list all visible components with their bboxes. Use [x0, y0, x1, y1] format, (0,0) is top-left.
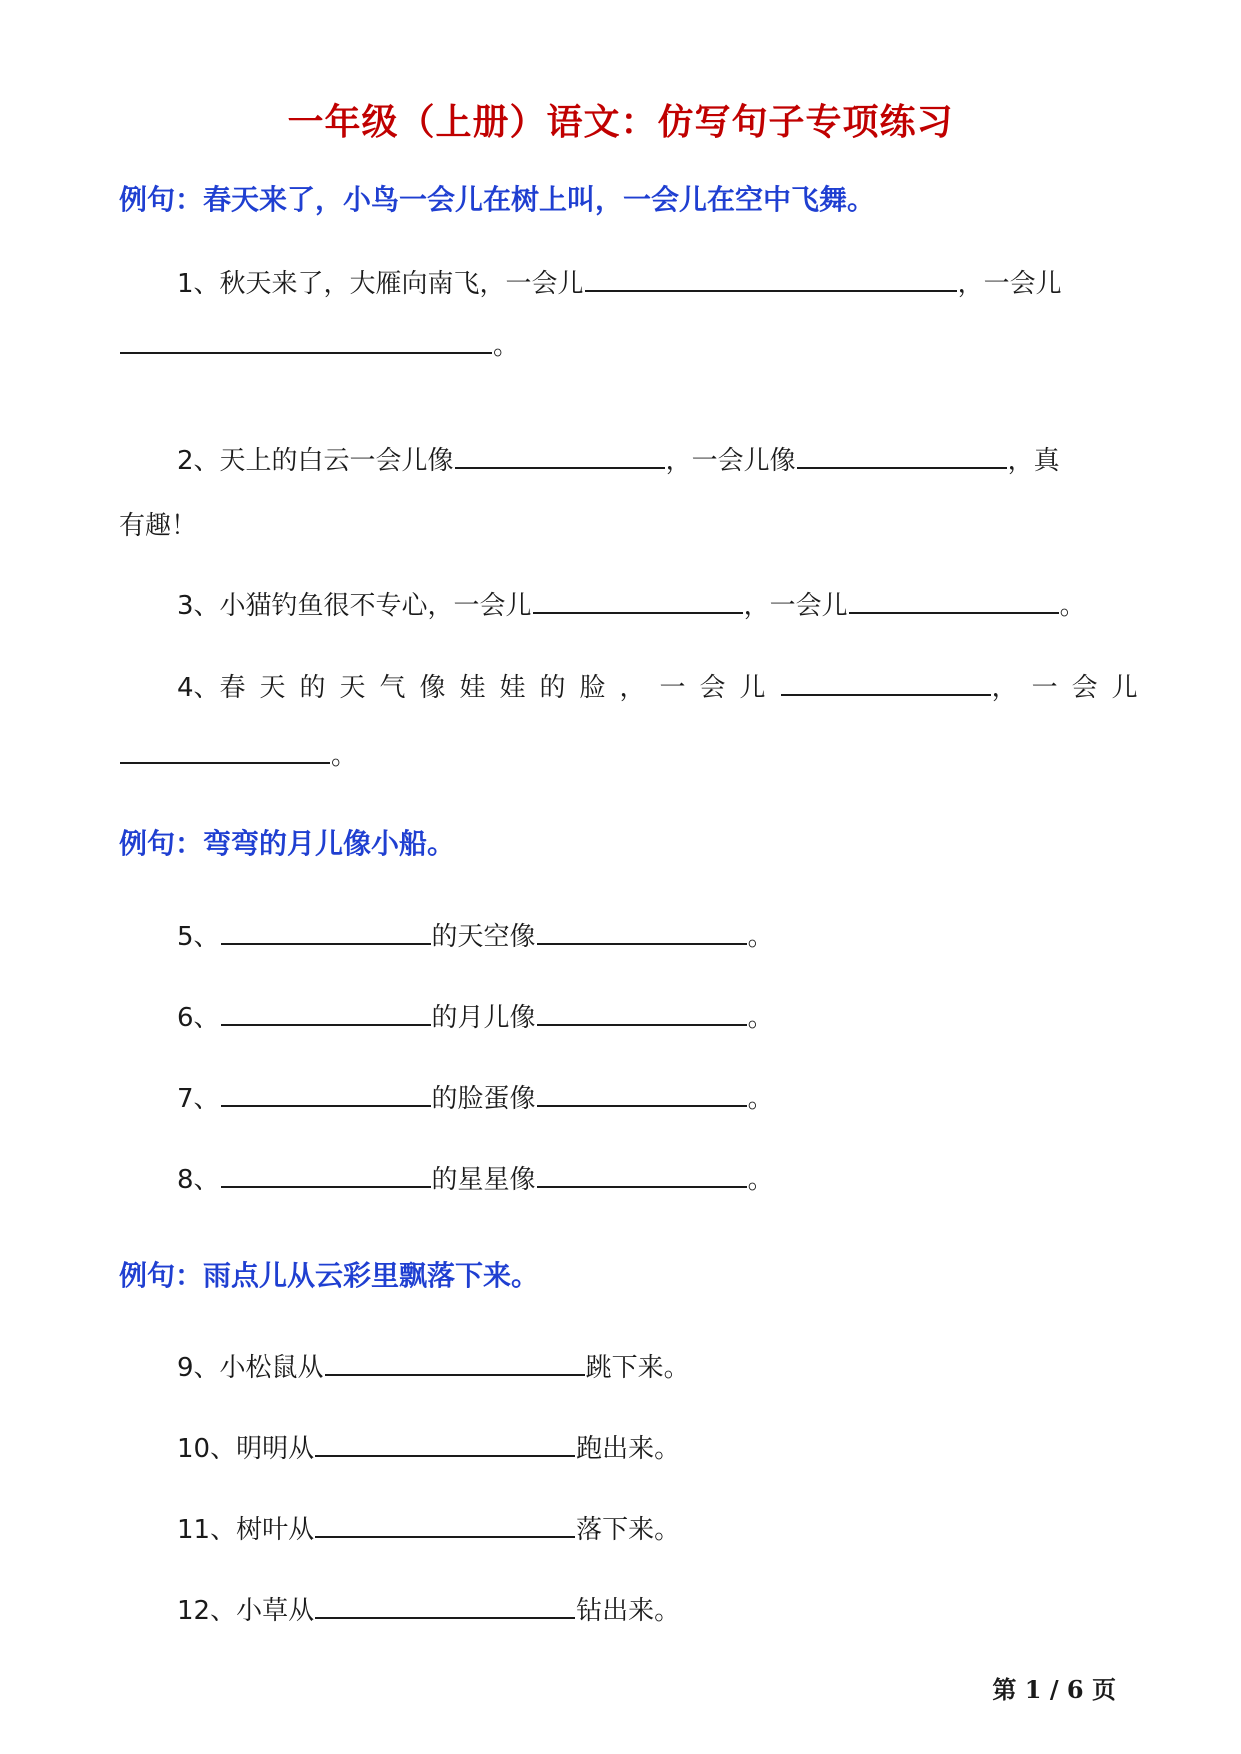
exercise-3: [177, 585, 1086, 622]
exercise-end: 。: [331, 741, 358, 771]
exercise-prefix: 秋天来了，大雁向南飞，一会儿: [219, 269, 584, 299]
example-sentence-1: 例句：春天来了，小鸟一会儿在树上叫，一会儿在空中飞舞。: [119, 183, 876, 216]
exercise-number: 4、: [177, 673, 220, 703]
exercise-mid: 的星星像: [431, 1165, 536, 1195]
exercise-end: 落下来。: [576, 1515, 681, 1545]
exercise-end: 。: [747, 922, 774, 952]
exercise-tail: ，真: [1007, 446, 1060, 476]
exercise-number: 12、: [177, 1596, 237, 1626]
page-title: 一年级（上册）语文：仿写句子专项练习: [287, 101, 954, 143]
answer-blank[interactable]: [537, 1000, 747, 1026]
answer-blank[interactable]: [537, 1162, 747, 1188]
exercise-end: 。: [747, 1003, 774, 1033]
answer-blank[interactable]: [585, 266, 957, 292]
answer-blank[interactable]: [120, 328, 492, 354]
answer-blank[interactable]: [797, 443, 1007, 469]
answer-blank[interactable]: [781, 670, 991, 696]
exercise-prefix: 天上的白云一会儿像: [219, 446, 454, 476]
answer-blank[interactable]: [315, 1512, 575, 1538]
page-number: 第 1 / 6 页: [992, 1675, 1116, 1704]
exercise-mid: ，一会儿像: [665, 446, 796, 476]
answer-blank[interactable]: [221, 1081, 431, 1107]
exercise-end: 。: [493, 331, 520, 361]
answer-blank[interactable]: [315, 1431, 575, 1457]
answer-blank[interactable]: [221, 1000, 431, 1026]
exercise-number: 5、: [177, 922, 220, 952]
answer-blank[interactable]: [537, 919, 747, 945]
exercise-2: [177, 440, 1060, 477]
exercise-mid: ，一会儿: [991, 673, 1152, 703]
exercise-8: [177, 1159, 774, 1196]
answer-blank[interactable]: [221, 919, 431, 945]
answer-blank[interactable]: [849, 588, 1059, 614]
exercise-number: 10、: [177, 1434, 237, 1464]
answer-blank[interactable]: [221, 1162, 431, 1188]
exercise-2-cont: 有趣！: [119, 511, 198, 541]
exercise-prefix: 春天的天气像娃娃的脸，一会儿: [219, 673, 780, 703]
exercise-prefix: 树叶从: [236, 1515, 315, 1545]
exercise-end: 。: [1059, 591, 1086, 621]
exercise-end: 跳下来。: [585, 1353, 690, 1383]
example-sentence-2: 例句：弯弯的月儿像小船。: [119, 827, 456, 860]
exercise-9: [177, 1347, 690, 1384]
exercise-prefix: 明明从: [236, 1434, 315, 1464]
exercise-5: [177, 916, 774, 953]
exercise-6: [177, 997, 774, 1034]
answer-blank[interactable]: [533, 588, 743, 614]
exercise-11: [177, 1509, 680, 1546]
exercise-mid: ，一会儿: [743, 591, 848, 621]
answer-blank[interactable]: [325, 1350, 585, 1376]
exercise-mid: 的天空像: [431, 922, 536, 952]
exercise-end: 钻出来。: [576, 1596, 681, 1626]
answer-blank[interactable]: [315, 1593, 575, 1619]
exercise-end: 。: [747, 1165, 774, 1195]
exercise-number: 8、: [177, 1165, 220, 1195]
exercise-end: 。: [747, 1084, 774, 1114]
exercise-prefix: 小猫钓鱼很不专心，一会儿: [219, 591, 532, 621]
exercise-4: [177, 667, 1152, 704]
exercise-12: [177, 1590, 680, 1627]
exercise-mid: ，一会儿: [957, 269, 1062, 299]
exercise-end: 跑出来。: [576, 1434, 681, 1464]
exercise-10: [177, 1428, 680, 1465]
example-sentence-3: 例句：雨点儿从云彩里飘落下来。: [119, 1259, 540, 1292]
answer-blank[interactable]: [537, 1081, 747, 1107]
exercise-number: 11、: [177, 1515, 237, 1545]
exercise-number: 6、: [177, 1003, 220, 1033]
exercise-1: [177, 263, 1062, 300]
exercise-prefix: 小松鼠从: [219, 1353, 324, 1383]
exercise-number: 1、: [177, 269, 220, 299]
exercise-mid: 的脸蛋像: [431, 1084, 536, 1114]
exercise-number: 2、: [177, 446, 220, 476]
exercise-number: 7、: [177, 1084, 220, 1114]
exercise-mid: 的月儿像: [431, 1003, 536, 1033]
exercise-prefix: 小草从: [236, 1596, 315, 1626]
exercise-4-cont: [119, 735, 357, 772]
answer-blank[interactable]: [455, 443, 665, 469]
answer-blank[interactable]: [120, 738, 330, 764]
exercise-number: 3、: [177, 591, 220, 621]
exercise-7: [177, 1078, 774, 1115]
exercise-number: 9、: [177, 1353, 220, 1383]
exercise-1-cont: [119, 325, 519, 362]
